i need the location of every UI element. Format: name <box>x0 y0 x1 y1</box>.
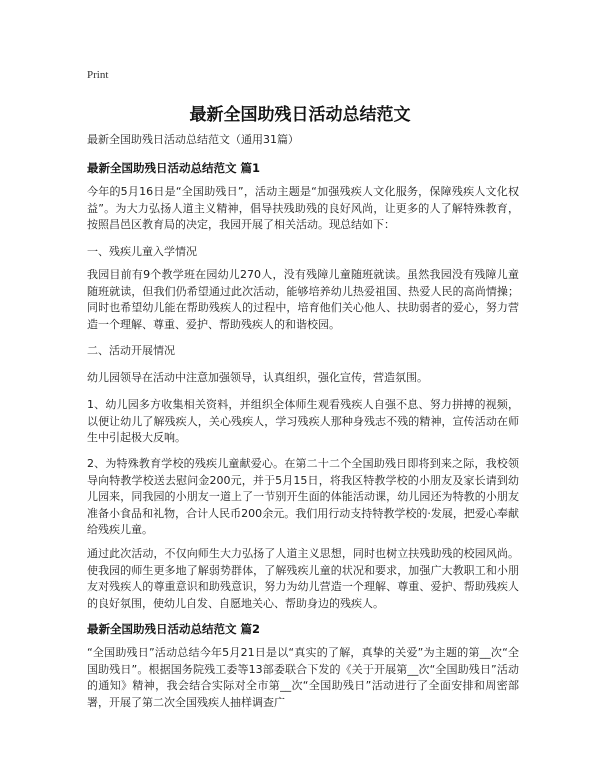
paragraph-leadership: 幼儿园领导在活动中注意加强领导，认真组织，强化宣传，营造氛围。 <box>87 371 428 384</box>
subheading-activities: 二、活动开展情况 <box>87 344 175 357</box>
paragraph-section2: “全国助残日”活动总结今年5月21日是以“真实的了解，真挚的关爱”为主题的第__次“全国助残日”。根据国务院残工委等13部委联合下发的《关于开展第__次“全国助残日”活动的通知》精神，我会结合实际对全市第__次“全国助残日”活动进行了全面安排和周密部署，开展了第二次全国残疾人抽样调查广 <box>87 646 519 709</box>
document-subtitle: 最新全国助残日活动总结范文（通用31篇） <box>87 133 299 146</box>
paragraph-enrollment: 我园目前有9个教学班在园幼儿270人，没有残障儿童随班就读。虽然我园没有残障儿童随班就读，但我们仍希望通过此次活动，能够培养幼儿热爱祖国、热爱人民的高尚情操；同时也希望幼儿能在帮助残疾人的过程中，培育他们关心他人、扶助弱者的爱心，努力营造一个理解、尊重、爱护、帮助残疾人的和谐校园。 <box>87 268 519 331</box>
subheading-enrollment: 一、残疾儿童入学情况 <box>87 245 197 258</box>
paragraph-conclusion: 通过此次活动，不仅向师生大力弘扬了人道主义思想，同时也树立扶残助残的校园风尚。使我园的师生更多地了解弱势群体，了解残疾儿童的状况和要求，加强广大教职工和小朋友对残疾人的尊重意识和助残意识，努力为幼儿营造一个理解、尊重、爱护、帮助残疾人的良好氛围，使幼儿自发、自愿地关心、帮助身边的残疾人。 <box>87 547 519 610</box>
paragraph-intro: 今年的5月16日是“全国助残日”，活动主题是“加强残疾人文化服务，保障残疾人文化权益”。为大力弘扬人道主义精神，倡导扶残助残的良好风尚，让更多的人了解特殊教育，按照昌邑区教育局的决定，我园开展了相关活动。现总结如下： <box>87 185 519 231</box>
document-title: 最新全国助残日活动总结范文 <box>189 105 411 125</box>
paragraph-item-1: 1、幼儿园多方收集相关资料，并组织全体师生观看残疾人自强不息、努力拼搏的视频，以便让幼儿了解残疾人，关心残疾人，学习残疾人那种身残志不残的精神，宣传活动在师生中引起极大反响。 <box>87 398 519 444</box>
section-heading-2: 最新全国助残日活动总结范文 篇2 <box>87 622 261 636</box>
print-label[interactable]: Print <box>87 69 109 81</box>
section-heading-1: 最新全国助残日活动总结范文 篇1 <box>87 161 261 175</box>
paragraph-item-2: 2、为特殊教育学校的残疾儿童献爱心。在第二十二个全国助残日即将到来之际，我校领导向特教学校送去慰问金200元，并于5月15日，将我区特教学校的小朋友及家长请到幼儿园来，同我园的小朋友一道上了一节别开生面的体能活动课，幼儿园还为特教的小朋友准备小食品和礼物，合计人民币200余元。我们用行动支持特教学校的·发展，把爱心奉献给残疾儿童。 <box>87 457 519 536</box>
